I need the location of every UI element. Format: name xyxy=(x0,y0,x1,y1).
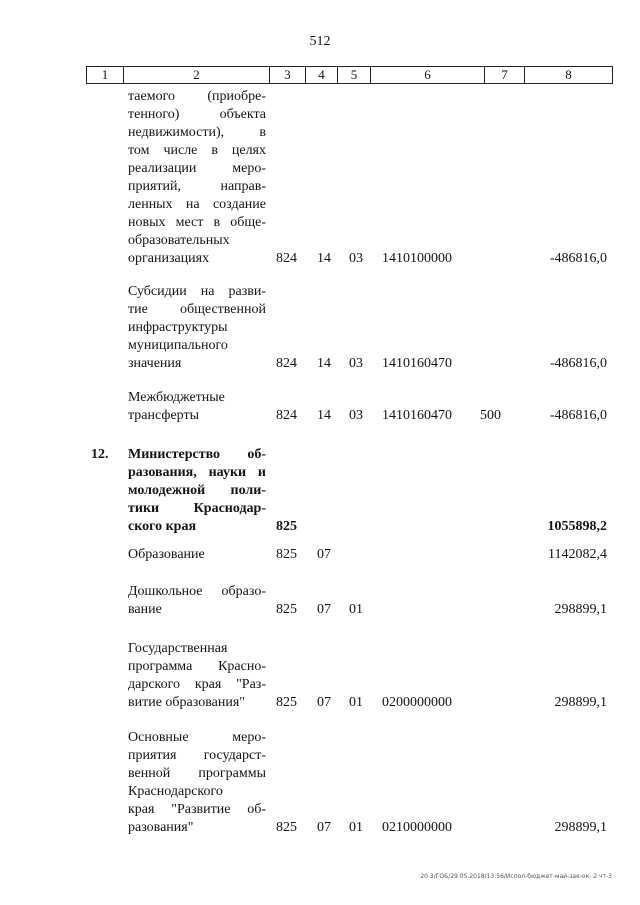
cell-c8: -486816,0 xyxy=(549,251,607,266)
row-name xyxy=(128,283,266,373)
row-name-line: тенного) объекта xyxy=(128,107,266,122)
row-name-line: венной программы xyxy=(128,766,266,781)
row-name-line: инфраструктуры xyxy=(128,320,228,335)
cell-c3: 825 xyxy=(276,547,297,562)
row-name xyxy=(128,546,266,564)
row-name-line: витие образования" xyxy=(128,695,245,710)
cell-c5: 03 xyxy=(349,408,363,423)
cell-c6: 1410100000 xyxy=(382,251,452,266)
cell-c3: 824 xyxy=(276,408,297,423)
row-name-line: приятия государст- xyxy=(128,748,266,763)
row-name-line: молодежной поли- xyxy=(128,483,266,498)
cell-c4: 14 xyxy=(317,251,331,266)
row-name-line: разования" xyxy=(128,820,194,835)
row-name xyxy=(128,640,266,712)
row-name-line: приятий, направ- xyxy=(128,179,266,194)
row-name-line: вание xyxy=(128,602,162,617)
row-name-line: реализации меро- xyxy=(128,161,266,176)
cell-c8: 1142082,4 xyxy=(548,547,607,562)
page-number: 512 xyxy=(309,34,331,49)
cell-c5: 03 xyxy=(349,251,363,266)
row-name-line: тики Краснодар- xyxy=(128,501,266,516)
cell-c5: 01 xyxy=(349,820,363,835)
row-name xyxy=(128,729,266,837)
cell-c3: 825 xyxy=(276,695,297,710)
row-name xyxy=(128,446,266,536)
row-name xyxy=(128,583,266,619)
row-name-line: Государственная xyxy=(128,641,228,656)
cell-c3: 825 xyxy=(276,820,297,835)
header-col-2: 2 xyxy=(124,67,270,83)
row-name-line: Основные меро- xyxy=(128,730,266,745)
cell-c8: 298899,1 xyxy=(554,602,607,617)
header-col-3: 3 xyxy=(270,67,306,83)
cell-c6: 0200000000 xyxy=(382,695,452,710)
cell-c5: 01 xyxy=(349,602,363,617)
cell-c8: 298899,1 xyxy=(554,820,607,835)
cell-c8: -486816,0 xyxy=(549,408,607,423)
row-name-line: Субсидии на разви- xyxy=(128,284,266,299)
header-col-5: 5 xyxy=(338,67,371,83)
cell-c3: 824 xyxy=(276,251,297,266)
cell-c8: 298899,1 xyxy=(554,695,607,710)
cell-c4: 07 xyxy=(317,820,331,835)
cell-c6: 1410160470 xyxy=(382,356,452,371)
row-name-line: края "Развитие об- xyxy=(128,802,266,817)
row-name-line: Дошкольное образо- xyxy=(128,584,266,599)
row-name-line: программа Красно- xyxy=(128,659,266,674)
cell-c7: 500 xyxy=(480,408,501,423)
cell-c3: 825 xyxy=(276,519,297,534)
row-name-line: том числе в целях xyxy=(128,143,266,158)
row-name-line: тие общественной xyxy=(128,302,266,317)
row-name-line: новых мест в обще- xyxy=(128,215,266,230)
cell-c5: 03 xyxy=(349,356,363,371)
cell-c8: 1055898,2 xyxy=(547,519,607,534)
row-name-line: муниципального xyxy=(128,338,228,353)
cell-c8: -486816,0 xyxy=(549,356,607,371)
header-col-4: 4 xyxy=(306,67,338,83)
cell-c5: 01 xyxy=(349,695,363,710)
row-name-line: Министерство об- xyxy=(128,447,266,462)
row-name-line: организациях xyxy=(128,251,210,266)
row-name-line: значения xyxy=(128,356,182,371)
cell-c6: 0210000000 xyxy=(382,820,452,835)
row-name-line: Краснодарского xyxy=(128,784,223,799)
row-name-line: ленных на создание xyxy=(128,197,266,212)
cell-c4: 07 xyxy=(317,695,331,710)
cell-c4: 14 xyxy=(317,356,331,371)
cell-c3: 824 xyxy=(276,356,297,371)
cell-c6: 1410160470 xyxy=(382,408,452,423)
header-col-8: 8 xyxy=(565,67,572,82)
row-name xyxy=(128,88,266,268)
row-name xyxy=(128,389,266,425)
row-name-line: недвижимости), в xyxy=(128,125,266,140)
row-name-line: трансферты xyxy=(128,408,200,423)
row-number: 12. xyxy=(91,447,109,462)
row-name-line: разования, науки и xyxy=(128,465,266,480)
footer-stamp: 20 3/ГОБ/29.05.2018/13:56/Испол-бюджет-май-зак-ок- 2 чт-3 xyxy=(420,873,612,880)
row-name-line: таемого (приобре- xyxy=(128,89,266,104)
header-col-6: 6 xyxy=(371,67,485,83)
header-col-7: 7 xyxy=(485,67,525,83)
row-name-line: дарского края "Раз- xyxy=(128,677,266,692)
cell-c4: 14 xyxy=(317,408,331,423)
column-header-row xyxy=(86,66,613,84)
cell-c4: 07 xyxy=(317,547,331,562)
row-name-line: Межбюджетные xyxy=(128,390,225,405)
row-name-line: образовательных xyxy=(128,233,230,248)
row-name-line: ского края xyxy=(128,519,197,534)
cell-c4: 07 xyxy=(317,602,331,617)
cell-c3: 825 xyxy=(276,602,297,617)
header-col-1: 1 xyxy=(87,67,124,83)
row-name-line: Образование xyxy=(128,547,205,562)
